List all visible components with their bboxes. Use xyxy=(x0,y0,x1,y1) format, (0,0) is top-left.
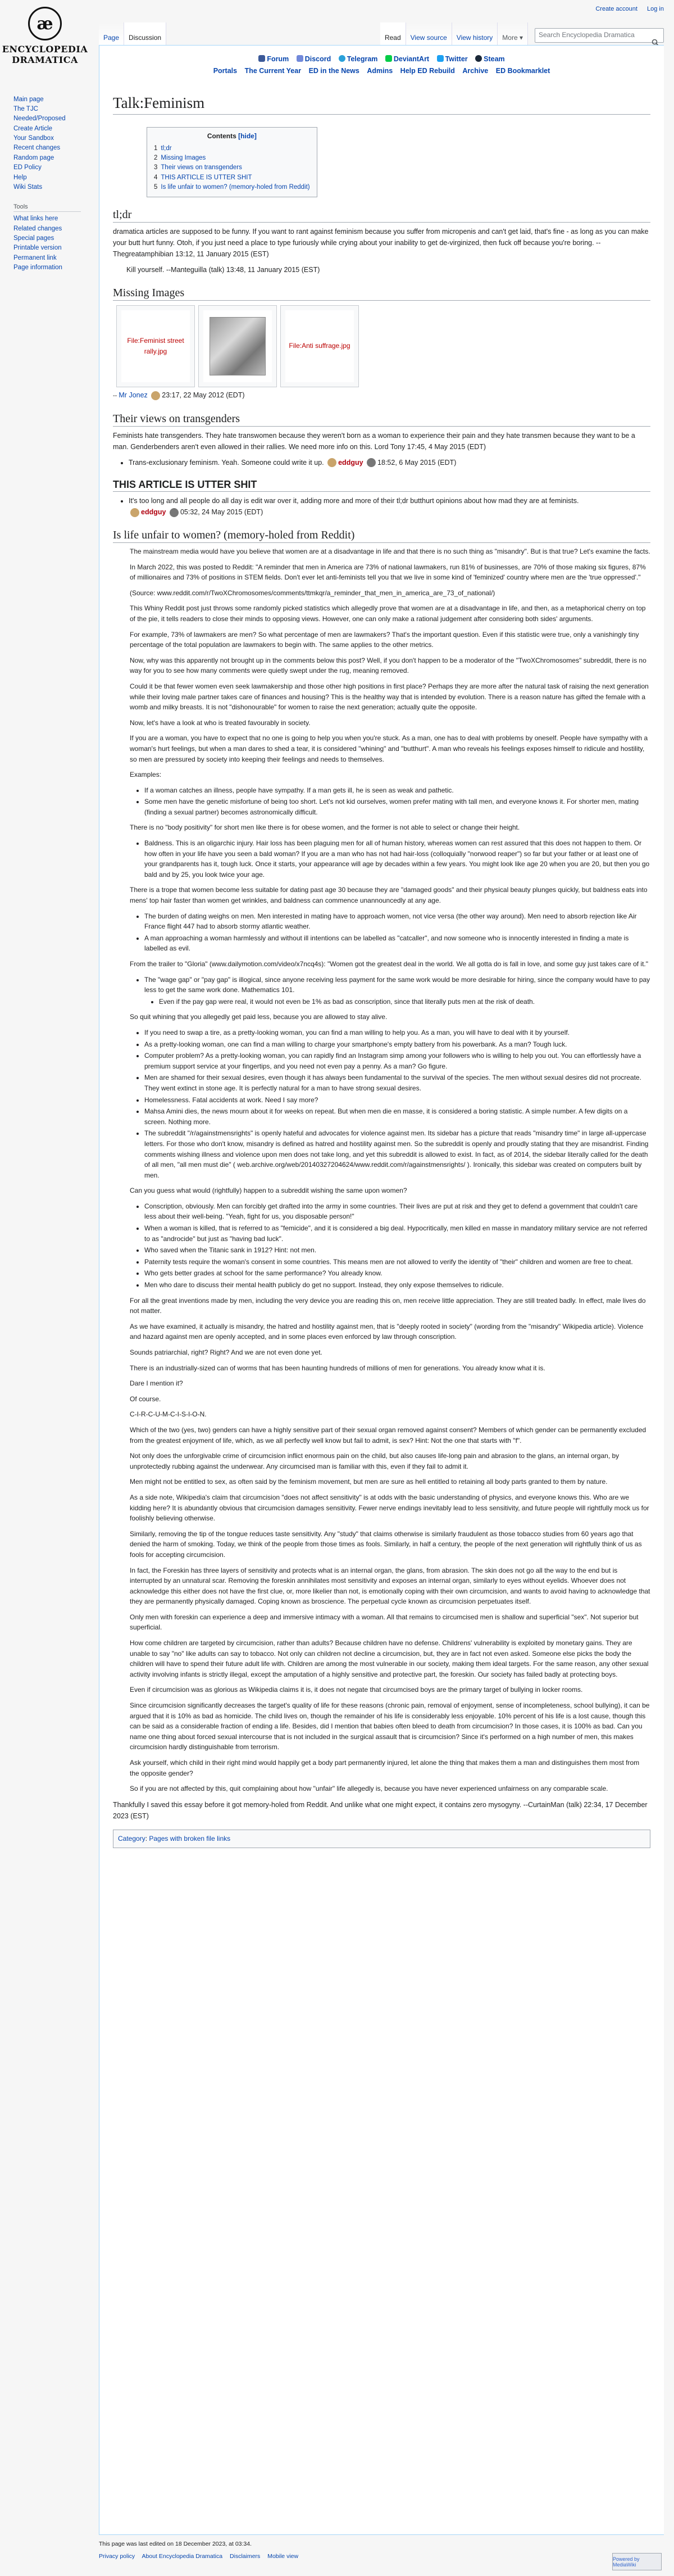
sidebar-item-random-page[interactable]: Random page xyxy=(13,154,54,161)
essay-paragraph: The mainstream media would have you believe that women are at a disadvantage in life and that there is no such thing as "misandry". But is that true? Let's examine the facts. xyxy=(130,547,650,556)
reply-text: Trans-exclusionary feminism. Yeah. Someone could write it up. xyxy=(129,458,324,467)
toc-number: 4 xyxy=(154,174,158,181)
list-item: • Conscription, obviously. Men can forcibly get drafted into the army in some countries. Their lives are put at risk and they get to defend a government that couldn't care less about their well-being. "Yeah, fight for us, you disposable person!" xyxy=(144,1201,650,1222)
essay-paragraph: So quit whining that you allegedly get paid less, because you are allowed to stay alive. xyxy=(130,1013,388,1021)
essay-paragraph: This Whiny Reddit post just throws some randomly picked statistics which allegedly prove that women are at a disadvantage in life, and then, as a metaphorical cherry on top of the pie, it tells readers to close their minds to opposing views. However, one can only make a rational judgement after considering both sides' arguments. xyxy=(130,604,646,623)
avatar xyxy=(327,458,336,467)
tldr-text: dramatica articles are supposed to be funny. If you want to rant against feminism because you suffer from micropenis and can't get laid, that's fine - as long as you can make your butt hurt funny. Otoh, if you just need a place to type furiously while crying about your inability to get de-virginized, then fuck off because you're boring. --Thegreatamphibian 13:12, 11 January 2015 (EST) xyxy=(113,228,649,259)
avatar xyxy=(151,391,160,400)
sidebar-item-main-page[interactable]: Main page xyxy=(13,96,44,103)
toplink-portals[interactable]: Portals xyxy=(213,67,238,75)
table-of-contents xyxy=(147,127,317,197)
closing-comment: Thankfully I saved this essay before it got memory-holed from Reddit. And unlike what one might expect, it contains zero mysogyny. --CurtainMan (talk) 22:34, 17 December 2023 (EST) xyxy=(113,1800,648,1820)
more-label: More xyxy=(502,34,518,42)
essay-paragraph: Now, let's have a look at who is treated favourably in society. xyxy=(130,718,311,727)
toplink-deviantart[interactable] xyxy=(385,55,429,63)
list-item: • If you need to swap a tire, as a pretty-looking woman, you can find a man willing to help you. As a man, you will have to deal with it by yourself. xyxy=(144,1027,650,1038)
logo-text-line1: ENCYCLOPEDIA xyxy=(2,44,88,55)
toplink-telegram[interactable] xyxy=(339,55,378,63)
toplink-discord[interactable] xyxy=(297,55,331,63)
toplink-label: Discord xyxy=(304,55,331,63)
main-content: Forum Discord Telegram DeviantArt Twitter Steam Portals The Current Year ED in the News Admins Help ED Rebuild Archive ED Bookmarklet Talk:Feminism Contents [hide] 1 tl;dr 2 Missing Images 3 Their views on transgenders 4 THIS ARTICLE IS UTTER SHIT 5 Is life unfair to women? (memory-holed from Reddit) tl;dr dramatica articles are supposed to be funny. If you want to rant against feminism because you suffer from micropenis and can't get laid, that's fine - as long as you can make your butt hurt funny. Otoh, if you just need a place to type furiously while crying about your inability to get de-virginized, then fuck off because you're boring. --Thegreatamphibian 13:12, 11 January 2015 (EST) Kill yourself. --Manteguilla (talk) 13:48, 11 January 2015 (EST) Missing Images File:Feminist street rally.jpg File:Anti suffrage.jpg -- Mr Jonez 23:17, 22 May 2012 (EDT) Their views on transgenders Feminists hate transgenders. They hate transwomen because they weren't born as a woman to experience their pain and they hate transmen because they want to be a man. Genderbenders aren't even allowed in their rallies. We need more info on this. Lord Tony 17:45, 4 May 2015 (EDT) • Trans-exclusionary feminism. Yeah. Someone could write it up. eddguy 18:52, 6 May 2015 (EDT) THIS ARTICLE IS UTTER SHIT • It's too long and all people do all day is edit war over it, adding more and more of their tl;dr butthurt opinions about how mad they are at feminists. eddguy 05:32, 24 May 2015 (EDT) Is life unfair to women? (memory-holed from Reddit) The mainstream media would have you believe that women are at a disadvantage in life and that there is no such thing as "misandry". But is that true? Let's examine the facts. In March 2022, this was posted to Reddit: "A reminder that men in America are 73% of national lawmakers, run 81% of businesses, are 70% of those making six figures, 87% of millionaires and 73% of positions in STEM fields. Don't ever let anti-feminists tell you that we live in some kind of 'feminized' country where men are the 'true oppressed'." (Source: www.reddit.com/r/TwoXChromosomes/comments/ttmkqr/a_reminder_that_men_in_america_are_73_of_national/) This Whiny Reddit post just throws some randomly picked statistics which allegedly prove that women are at a disadvantage in life, and then, as a metaphorical cherry on top of the pie, it tells readers to close their minds to opposing views. However, one can only make a rational judgement after considering both sides' arguments. For example, 73% of lawmakers are men? So what percentage of men are lawmakers? That's the important question. Even if this statistic were true, only a vanishingly tiny percentage of the total population are lawmakers to begin with. The same applies to the other metrics. Now, why was this apparently not brought up in the comments below this post? Well, if you don't happen to be a moderator of the "TwoXChromosomes" subreddit, there is no way for you to see how many comments were quietly swept under the rug, meaning removed. Could it be that fewer women even seek lawmakership and those other high positions in first place? Perhaps they are more after the natural task of raising the next generation while their loving male partner takes care of finances and housing? This is the healthy way that is intended by evolution. There is a reason nature has gifted the female with a womb and milky breasts. It is not "dishonourable" for women to raise the next generation; actually quite the opposite. Now, let's have a look at who is treated favourably in society. If you are a woman, you have to expect that no one is going to help you when you're stuck. As a man, one has to deal with problems by oneself. People have sympathy with a woman's hurt feelings, but when a man dares to shed a tear, it is considered "whining" and "butthurt". A man who reveals his feelings exposes himself to ridicule and hostility, so men are pressured by society into keeping their feelings and needs to themselves. Examples: • If a woman catches an illness, people have sympathy. If a man gets ill, he is seen as weak and pathetic. • Some men have the genetic misfortune of being too short. Let's not kid ourselves, women prefer mating with tall men, and everyone knows it. For shorter men, mating (finding a sexual partner) becomes astronomically difficult. There is no "body positivity" for short men like there is for obese women, and the former is not able to select or change their height. • Baldness. This is an oligarchic injury. Hair loss has been plaguing men for all of human history, whereas women can rest assured that this does not happen to them. Or how often in your life have you seen a bald woman? If you are a man who has not had hair-loss (colloquially "norwood reaper") so far but your father or at least one of your grandparents has it, tough luck. Once it starts, your appearance will age by decades within a few years. You might look like age 20 when you are 20, but then you go bald and by 25, you look twice your age. There is a trope that women become less suitable for dating past age 30 because they are "damaged goods" and their physical beauty plunges quickly, but baldness eats into mens' top hair faster than women get wrinkles, and baldness can commence unannouncedly at any age. • The burden of dating weighs on men. Men interested in mating have to approach women, not vice versa (the other way around). Men need to absorb rejection like Air France flight 447 had to absorb stormy atlantic weather. • A man approaching a woman harmlessly and without ill intentions can be labelled as "catcaller", and now someone who is innocently interested in finding a mate is labelled as evil. From the trailer to "Gloria" (www.dailymotion.com/video/x7ncq4s): "Women got the greatest deal in the world. We all gotta do is fall in love, and some guy just takes care of it." • The "wage gap" or "pay gap" is illogical, since anyone receiving less payment for the same work would be more desirable for hiring, since the company would have to pay less to get the same work done. Mathematics 101. • Even if the pay gap were real, it would not even be 1% as bad as conscription, since that literally puts men at the risk of death. So quit whining that you allegedly get paid less, because you are allowed to stay alive. • If you need to swap a tire, as a pretty-looking woman, you can find a man willing to help you. As a man, you will have to deal with it by yourself. • As a pretty-looking woman, one can find a man willing to charge your smartphone's empty battery from his powerbank. As a man? Tough luck. • Computer problem? As a pretty-looking woman, you can rapidly find an Instagram simp among your followers who is willing to help you out. You can effortlessly have a premium support service at your fingertips, and you need not even pay a penny. As a man? Go figure. • Men are shamed for their sexual desires, even though it has always been fundamental to the survival of the species. The men without sexual desires did not procreate. They went extinct in stone age. It is perfectly natural for a man to have strong sexual desires. • Homelessness. Fatal accidents at work. Need I say more? • Mahsa Amini dies, the news mourn about it for weeks on repeat. But when men die en masse, it is considered a boring statistic. A simple number. A few digits on a screen. Nothing more. • The subreddit "/r/againstmensrights" is openly hateful and advocates for violence against men. Its sidebar has a picture that reads "misandry time" in large all-uppercase letters. For those who don't know, misandry is defined as hatred and hostility against men. So the subreddit is openly and proudly stating that they are misandrist. Finding comments wishing illness and violence upon men does not take long, and yet this subreddit is allowed to exist. In fact, as of 2014, the sidebar literally called for the death of all men, "all men must die" ( web.archive.org/web/20140327204624/www.reddit.com/r/againstmensrights/ ). Ironically, this sidebar was created on computers built by men. Can you guess what would (rightfully) happen to a subreddit wishing the same upon women? • Conscription, obviously. Men can forcibly get drafted into the army in some countries. Their lives are put at risk and they get to defend a government that couldn't care less about their well-being. "Yeah, fight for us, you disposable person!" • When a woman is killed, that is referred to as "femicide", and it is considered a big deal. Hypocritically, men killed en masse in mandatory military service are not referred to as "androcide" but just as "having bad luck". • Who saved when the Titanic sank in 1912? Hint: not men. • Paternity tests require the woman's consent in some countries. This means men are not allowed to verify the identity of "their" children and women are free to cheat. • Who gets better grades at school for the same performance? You already know. • Men who dare to discuss their mental health publicly do get no support. Instead, they only expose themselves to ridicule. For all the great inventions made by men, including the very device you are reading this on, men receive little appreciation. They are still treated badly. In effect, male lives do not matter. As we have examined, it actually is misandry, the hatred and hostility against men, that is "deeply rooted in society" (wording from the "misandry" Wikipedia article). Violence and hazard against men are openly accepted, and in some places even enforced by law through conscription. Sounds patriarchial, right? Right? And we are not even done yet. There is an industrially-sized can of worms that has been haunting hundreds of millions of men for generations. You already know what it is. Dare I mention it? Of course. C-I-R-C-U-M-C-I-S-I-O-N. Which of the two (yes, two) genders can have a highly sensitive part of their sexual organ removed against consent? Members of which gender can be permanently excluded from the greatest enjoyment of life, which, as we all perfectly well know but fail to admit, is sex? Hint: Not the one that starts with "f". Not only does the unforgivable crime of circumcision inflict enormous pain on the child, but also causes life-long pain and abrasion to the glans, an internal organ, by unprotectedly rubbing against the underwear. Any circumcised man is familiar with this, even if they fail to admit it. Men might not be entitled to sex, as often said by the feminism movement, but men are sure as hell entitled to retaining all body parts granted to them by nature. As a side note, Wikipedia's claim that circumcision "does not affect sensitivity" is at odds with the basic understanding of physics, and everyone knows this. Who are we kidding here? It is abundantly obvious that circumcision damages sensitivity. Fewer nerve endings inevitably lead to less sensitivity, and future people will rightfully mock us for foolishly believing otherwise. Similarly, removing the tip of the tongue reduces taste sensitivity. Any "study" that claims otherwise is similarly fraudulent as those tobacco studies from 60 years ago that denied the harm of smoking. Today, we think of the people from those times as fools. Similarly, in half a century, the people of the next generation will rightfully think of us as fools for accepting circumcision. In fact, the Foreskin has three layers of sensitivity and protects what is an internal organ, the glans, from abrasion. The skin does not go all the way to the end but is interrupted by an unnatural scar. Removing the foreskin annihilates most sensitivity and exposes an internal organ, similarly to eyes without eyelids. Whoever does not acknowledge this either does not have the first clue, or, more likelier than not, is emotionally coping with their own circumcision, and wants to avoid having to acknowledge that they are permanently physically damaged. Coping known as broscience. The perpetual cycle known as circumcision perpetuates itself. Only men with foreskin can experience a deep and immersive intimacy with a woman. All that remains to circumcised men is shallow and superficial "sex". Not superior but superficial. How come children are targeted by circumcision, rather than adults? Because children have no defense. Childrens' vulnerability is exploited by monetary gains. They are unable to say "no" like adults can say to tobacco. Not only can children not decline a circumcision, but, they are in fact not even asked. Someone else picks the body the children will have to spend their future adult life with. Children are among the most vulnerable in our society, making them ideal targets. For the same reason, any other sexual activity involving infants is strictly illegal, except the amputation of a highly sensitive and protective part, the foreskin. Our society has failed badly at protecting boys. Even if circumcision was as glorious as Wikipedia claims it is, it does not negate that circumcised boys are the primary target of bullying in locker rooms. Since circumcision significantly decreases the target's quality of life for these reasons (chronic pain, removal of enjoyment, sense of incompleteness, school bullying), it can be argued that it is 10% as bad as homicide. The child lives on, though the remainder of his life is considerably less enjoyable. 10% percent of his life is a lost cause, though this can be said as a considerable fraction of ending a life. Besides, did I mention that babies often bleed to death from circumcision? In those cases, it is 100% as bad. Can you name one thing about forced sexual intercourse that is not included in the surgical assault that is circumcision? Since it's performed on a high number of men, this makes circumcision hardly distinguishable from terrorism. Ask yourself, which child in their right mind would happily get a body part permanently injured, let alone the thing that makes them a man and distinguishes them most from the opposite gender? So if you are not affected by this, quit complaining about how "unfair" life allegedly is, because you have never experienced unfairness on any comparable scale. Thankfully I saved this essay before it got memory-holed from Reddit. And unlike what one might expect, it contains zero mysogyny. --CurtainMan (talk) 22:34, 17 December 2023 (EST) Category: Pages with broken file links xyxy=(99,45,664,2535)
wage-list xyxy=(144,975,650,1007)
sidebar-item-page-info[interactable]: Page information xyxy=(13,264,62,271)
list-item xyxy=(129,495,650,518)
favour-list xyxy=(144,1027,650,1180)
steam-icon xyxy=(475,55,482,62)
essay-quote xyxy=(130,546,650,1794)
toplink-archive[interactable]: Archive xyxy=(462,67,489,75)
essay-paragraph: Of course. xyxy=(130,1395,161,1403)
list-item: • As a pretty-looking woman, one can find a man willing to charge your smartphone's empty battery from his powerbank. As a man? Tough luck. xyxy=(144,1039,650,1050)
sidebar-item-policy[interactable]: ED Policy xyxy=(13,164,42,171)
essay-paragraph: There is no "body positivity" for short men like there is for obese women, and the former is not able to select or change their height. xyxy=(130,823,520,832)
bullet-text: It's too long and all people do all day is edit war over it, adding more and more of their tl;dr butthurt opinions about how mad they are at feminists. xyxy=(129,497,579,505)
tab-read[interactable]: Read xyxy=(380,22,406,45)
logo-mark: æ xyxy=(28,7,62,40)
essay-paragraph: Ask yourself, which child in their right mind would happily get a body part permanently injured, let alone the thing that makes them a man and distinguishes them most from the opposite gender? xyxy=(130,1759,640,1777)
toc-title: Contents xyxy=(207,132,236,140)
list-item: • The burden of dating weighs on men. Men interested in mating have to approach women, not vice versa (the other way around). Men need to absorb rejection like Air France flight 447 had to absorb stormy atlantic weather. xyxy=(144,911,650,932)
essay-paragraph: As a side note, Wikipedia's claim that circumcision "does not affect sensitivity" is at odds with the basic understanding of physics, and everyone knows this. Who are we kidding here? It is abundantly obvious that circumcision damages sensitivity. Fewer nerve endings inevitably lead to less sensitivity, and future people will rightfully mock us for foolishly believing otherwise. xyxy=(130,1493,649,1523)
section-heading-utter-shit: THIS ARTICLE IS UTTER SHIT xyxy=(113,478,650,492)
conscription-list xyxy=(144,1201,650,1291)
signature-time: 05:32, 24 May 2015 (EDT) xyxy=(180,508,263,517)
essay-paragraph: Men might not be entitled to sex, as often said by the feminism movement, but men are sure as hell entitled to retaining all body parts granted to them by nature. xyxy=(130,1478,608,1486)
footer-link-mobile[interactable]: Mobile view xyxy=(267,2553,299,2560)
sidebar-item-wiki-stats[interactable]: Wiki Stats xyxy=(13,183,43,191)
essay-paragraph: Dare I mention it? xyxy=(130,1379,183,1388)
list-item: • Baldness. This is an oligarchic injury. Hair loss has been plaguing men for all of human history, whereas women can rest assured that this does not happen to them. Or how often in your life have you seen a bald woman? If you are a man who has not had hair-loss (colloquially "norwood reaper") so far but your father or at least one of your grandparents has it, tough luck. Once it starts, your appearance will age by decades within a few years. You might look like age 20 when you are 20, but then you go bald and by 25, you look twice your age. xyxy=(144,838,650,880)
avatar xyxy=(170,508,179,517)
category-links: Category: Pages with broken file links xyxy=(113,1830,650,1848)
signature-time: 23:17, 22 May 2012 (EDT) xyxy=(162,391,245,400)
create-account-link[interactable]: Create account xyxy=(595,6,637,12)
sidebar xyxy=(0,94,99,280)
site-logo[interactable] xyxy=(0,0,90,90)
essay-paragraph: Now, why was this apparently not brought up in the comments below this post? Well, if you don't happen to be a moderator of the "TwoXChromosomes" subreddit, there is no way for you to see how many comments were quietly swept under the rug, meaning removed. xyxy=(130,656,646,675)
deviantart-icon xyxy=(385,55,392,62)
toc-number: 5 xyxy=(154,183,158,191)
sidebar-item-help[interactable]: Help xyxy=(13,174,27,181)
section-heading-missing-images: Missing Images xyxy=(113,286,650,301)
list-item: • Computer problem? As a pretty-looking woman, you can rapidly find an Instagram simp among your followers who is willing to help you out. You can effortlessly have a premium support service at your fingertips, and you need not even pay a penny. As a man? Go figure. xyxy=(144,1051,650,1071)
essay-paragraph: There is a trope that women become less suitable for dating past age 30 because they are "damaged goods" and their physical beauty plunges quickly, but baldness eats into mens' top hair faster than women get wrinkles, and baldness can commence unannouncedly at any age. xyxy=(130,886,648,905)
list-item: • Men who dare to discuss their mental health publicly do get no support. Instead, they only expose themselves to ridicule. xyxy=(144,1280,650,1291)
sidebar-item-sandbox[interactable]: Your Sandbox xyxy=(13,135,54,142)
logo-text-line2: DRAMATICA xyxy=(12,55,78,65)
list-item: • Who saved when the Titanic sank in 1912? Hint: not men. xyxy=(144,1245,650,1256)
search-input[interactable]: Search Encyclopedia Dramatica xyxy=(535,28,664,43)
tab-view-history[interactable]: View history xyxy=(452,22,498,45)
list-item: • Paternity tests require the woman's consent in some countries. This means men are not allowed to verify the identity of "their" children and women are free to cheat. xyxy=(144,1257,650,1267)
toc-number: 2 xyxy=(154,155,158,162)
list-item: • Who gets better grades at school for the same performance? You already know. xyxy=(144,1268,650,1279)
broken-file-link[interactable]: File:Anti suffrage.jpg xyxy=(285,310,354,382)
essay-paragraph: As we have examined, it actually is misandry, the hatred and hostility against men, that is "deeply rooted in society" (wording from the "misandry" Wikipedia article). Violence and hazard against men are openly accepted, and in some places even enforced by law through conscription. xyxy=(130,1322,644,1341)
essay-paragraph: For example, 73% of lawmakers are men? So what percentage of men are lawmakers? That's the important question. Even if this statistic were true, only a vanishingly tiny percentage of the total population are lawmakers to begin with. The same applies to the other metrics. xyxy=(130,630,639,649)
toc-number: 1 xyxy=(154,144,158,152)
tab-discussion[interactable]: Discussion xyxy=(124,22,166,45)
telegram-icon xyxy=(339,55,345,62)
toplink-label: Forum xyxy=(267,55,289,63)
list-item: • Men are shamed for their sexual desires, even though it has always been fundamental to the survival of the species. The men without sexual desires did not procreate. They went extinct in stone age. It is perfectly natural for a man to have strong sexual desires. xyxy=(144,1072,650,1093)
section-heading-tldr: tl;dr xyxy=(113,207,650,223)
essay-paragraph: In fact, the Foreskin has three layers of sensitivity and protects what is an internal organ, the glans, from abrasion. The skin does not go all the way to the end but is interrupted by an unnatural scar. Removing the foreskin annihilates most sensitivity and exposes an internal organ, similarly to eyes without eyelids. Whoever does not acknowledge this either does not have the first clue, or, more likelier than not, is emotionally coping with their own circumcision, and wants to avoid having to acknowledge that they are permanently physically damaged. Coping known as broscience. The perpetual cycle known as circumcision perpetuates itself. xyxy=(130,1566,650,1606)
avatar xyxy=(367,458,376,467)
sidebar-item-needed[interactable]: Needed/Proposed xyxy=(13,115,66,123)
signature-user[interactable]: Mr Jonez xyxy=(119,391,148,400)
sidebar-item-recent-changes[interactable]: Recent changes xyxy=(13,144,61,152)
toplink-twitter[interactable] xyxy=(437,55,468,63)
essay-paragraph: Even if circumcision was as glorious as Wikipedia claims it is, it does not negate that circumcised boys are the primary target of bullying in locker rooms. xyxy=(130,1686,583,1694)
gallery-photo[interactable] xyxy=(210,317,266,375)
footer-last-edited: This page was last edited on 18 December 2023, at 03:34. xyxy=(99,2541,252,2547)
view-tabs xyxy=(380,22,664,45)
forum-icon xyxy=(258,55,265,62)
list-item xyxy=(129,457,650,468)
discord-icon xyxy=(297,55,303,62)
category-label[interactable]: Category xyxy=(118,1834,145,1842)
essay-paragraph: Can you guess what would (rightfully) happen to a subreddit wishing the same upon women? xyxy=(130,1187,407,1195)
signature-user[interactable]: eddguy xyxy=(338,458,363,467)
essay-paragraph: From the trailer to "Gloria" (www.dailymotion.com/video/x7ncq4s): "Women got the greatest deal in the world. We all gotta do is fall in love, and some guy just takes care of it." xyxy=(130,960,649,968)
tab-view-source[interactable]: View source xyxy=(406,22,452,45)
essay-paragraph: Not only does the unforgivable crime of circumcision inflict enormous pain on the child, but also causes life-long pain and abrasion to the glans, an internal organ, by unprotectedly rubbing against the underwear. Any circumcised man is familiar with this, even if they fail to admit it. xyxy=(130,1452,620,1470)
sidebar-tools-title: Tools xyxy=(13,203,81,212)
gallery-item[interactable] xyxy=(116,305,195,387)
toplink-label: DeviantArt xyxy=(393,55,430,63)
list-item: • Even if the pay gap were real, it would not even be 1% as bad as conscription, since that literally puts men at the risk of death. xyxy=(159,997,650,1007)
section-heading-transgenders: Their views on transgenders xyxy=(113,411,650,427)
list-item-text: The "wage gap" or "pay gap" is illogical, since anyone receiving less payment for the same work would be more desirable for hiring, since the company would have to pay less to get the same work done. Mathematics 101. xyxy=(144,975,650,994)
essay-paragraph: Only men with foreskin can experience a deep and immersive intimacy with a woman. All that remains to circumcised men is shallow and superficial "sex". Not superior but superficial. xyxy=(130,1613,639,1632)
essay-paragraph: How come children are targeted by circumcision, rather than adults? Because children have no defense. Childrens' vulnerability is exploited by monetary gains. They are unable to say "no" like adults can say to tobacco. Not only can children not decline a circumcision, but, they are in fact not even asked. Someone else picks the body the children will have to spend their future adult life with. Children are among the most vulnerable in our society, making them ideal targets. For the same reason, any other sexual activity involving infants is strictly illegal, except the amputation of a highly sensitive and protective part, the foreskin. Our society has failed badly at protecting boys. xyxy=(130,1639,649,1678)
page-title: Talk:Feminism xyxy=(113,93,650,115)
list-item: • If a woman catches an illness, people have sympathy. If a man gets ill, he is seen as weak and pathetic. xyxy=(144,785,650,796)
footer-link-privacy[interactable]: Privacy policy xyxy=(99,2553,135,2560)
section-heading-life-unfair: Is life unfair to women? (memory-holed from Reddit) xyxy=(113,528,650,543)
sidebar-tools xyxy=(13,203,99,280)
toplink-admins[interactable]: Admins xyxy=(367,67,393,75)
essay-paragraph: C-I-R-C-U-M-C-I-S-I-O-N. xyxy=(130,1410,207,1419)
essay-paragraph: So if you are not affected by this, quit complaining about how "unfair" life allegedly is, because you have never experienced unfairness on any comparable scale. xyxy=(130,1785,608,1793)
list-item: • A man approaching a woman harmlessly and without ill intentions can be labelled as "catcaller", and now someone who is innocently interested in finding a mate is labelled as evil. xyxy=(144,933,650,954)
toplink-current-year[interactable]: The Current Year xyxy=(244,67,302,75)
toplink-help-rebuild[interactable]: Help ED Rebuild xyxy=(400,67,455,75)
essay-paragraph: Examples: xyxy=(130,771,162,779)
list-item: • When a woman is killed, that is referred to as "femicide", and it is considered a big deal. Hypocritically, men killed en masse in mandatory military service are not referred to as "androcide" but just as "having bad luck". xyxy=(144,1223,650,1244)
toplink-label: Telegram xyxy=(347,55,378,63)
broken-file-link[interactable]: File:Feminist street rally.jpg xyxy=(121,310,190,382)
login-link[interactable]: Log in xyxy=(647,6,664,12)
essay-paragraph: If you are a woman, you have to expect that no one is going to help you when you're stuck. As a man, one has to deal with problems by oneself. People have sympathy with a woman's hurt feelings, but when a man dares to shed a tear, it is considered "whining" and "butthurt". A man who reveals his feelings exposes himself to ridicule and hostility, so men are pressured by society into keeping their feelings and needs to themselves. xyxy=(130,734,648,763)
essay-paragraph: Which of the two (yes, two) genders can have a highly sensitive part of their sexual organ removed against consent? Members of which gender can be permanently excluded from the greatest enjoyment of life, which, as we all perfectly well know but fail to admit, is sex? Hint: Not the one that starts with "f". xyxy=(130,1425,646,1445)
list-item: • The subreddit "/r/againstmensrights" is openly hateful and advocates for violence against men. Its sidebar has a picture that reads "misandry time" in large all-uppercase letters. For those who don't know, misandry is defined as hatred and hostility against men. So the subreddit is openly and proudly stating that they are misandrist. Finding comments wishing illness and violence upon men does not take long, and yet this subreddit is allowed to exist. In fact, as of 2014, the sidebar literally called for the death of all men, "all men must die" ( web.archive.org/web/20140327204624/www.reddit.com/r/againstmensrights/ ). Ironically, this sidebar was created on computers built by men. xyxy=(144,1128,650,1180)
category-item[interactable]: Pages with broken file links xyxy=(149,1834,231,1842)
toplink-label: Steam xyxy=(484,55,505,63)
essay-paragraph: In March 2022, this was posted to Reddit: "A reminder that men in America are 73% of national lawmakers, run 81% of businesses, are 70% of those making six figures, 87% of millionaires and 73% of positions in STEM fields. Don't ever let anti-feminists tell you that we live in some kind of 'feminized' country where men are the 'true oppressed'." xyxy=(130,563,646,582)
burden-list xyxy=(144,911,650,954)
sidebar-item-permanent-link[interactable]: Permanent link xyxy=(13,254,57,261)
trans-replies xyxy=(129,457,650,468)
sidebar-navigation xyxy=(13,94,99,200)
tldr-reply: Kill yourself. --Manteguilla (talk) 13:48, 11 January 2015 (EST) xyxy=(126,266,320,274)
twitter-icon xyxy=(437,55,444,62)
namespace-tabs xyxy=(99,22,166,45)
examples-list xyxy=(144,785,650,818)
personal-tools xyxy=(588,6,664,12)
sidebar-item-what-links-here[interactable]: What links here xyxy=(13,215,58,223)
toc-item-utter-shit[interactable]: THIS ARTICLE IS UTTER SHIT xyxy=(161,174,252,181)
toplink-forum[interactable] xyxy=(258,55,289,63)
essay-paragraph: Could it be that fewer women even seek lawmakership and those other high positions in first place? Perhaps they are more after the natural task of raising the next generation while their loving male partner takes care of finances and housing? This is the healthy way that is intended by evolution. There is a reason nature has gifted the female with a womb and milky breasts. It is not "dishonourable" for women to raise the next generation; actually quite the opposite. xyxy=(130,682,649,712)
trans-text: Feminists hate transgenders. They hate transwomen because they weren't born as a woman to experience their pain and they hate transmen because they want to be a man. Genderbenders aren't even allowed in their rallies. We need more info on this. Lord Tony 17:45, 4 May 2015 (EDT) xyxy=(113,431,635,451)
essay-paragraph: For all the great inventions made by men, including the very device you are reading this on, men receive little appreciation. They are still treated badly. In effect, male lives do not matter. xyxy=(130,1296,646,1315)
toc-number: 3 xyxy=(154,164,158,171)
top-links xyxy=(113,53,650,78)
signature-user[interactable]: eddguy xyxy=(141,508,166,517)
toplink-label: Twitter xyxy=(445,55,468,63)
toc-item-transgenders[interactable]: Their views on transgenders xyxy=(161,164,242,171)
toplink-bookmarklet[interactable]: ED Bookmarklet xyxy=(495,67,550,75)
toplink-steam[interactable] xyxy=(475,55,505,63)
gallery-item[interactable] xyxy=(198,305,277,387)
signature-time: 18:52, 6 May 2015 (EDT) xyxy=(377,458,457,467)
footer-link-about[interactable]: About Encyclopedia Dramatica xyxy=(142,2553,223,2560)
chevron-down-icon: ▾ xyxy=(519,34,523,42)
essay-paragraph: Since circumcision significantly decreases the target's quality of life for these reasons (chronic pain, removal of enjoyment, sense of incompleteness, school bullying), it can be argued that it is 10% as bad as homicide. The child lives on, though the remainder of his life is considerably less enjoyable. 10% percent of his life is a lost cause, though this can be said as a considerable fraction of ending a life. Besides, did I mention that babies often bleed to death from circumcision? In those cases, it is 100% as bad. Can you name one thing about forced sexual intercourse that is not included in the surgical assault that is circumcision? Since it's performed on a high number of men, this makes circumcision hardly distinguishable from terrorism. xyxy=(130,1701,650,1751)
tab-page[interactable]: Page xyxy=(99,22,124,45)
toc-item-tldr[interactable]: tl;dr xyxy=(161,144,172,152)
list-item: • Homelessness. Fatal accidents at work. Need I say more? xyxy=(144,1095,650,1106)
essay-source: (Source: www.reddit.com/r/TwoXChromosomes/comments/ttmkqr/a_reminder_that_men_in_america_are_73_of_national/) xyxy=(130,588,495,597)
sidebar-item-create-article[interactable]: Create Article xyxy=(13,125,53,132)
utter-list xyxy=(129,495,650,518)
sidebar-item-tjc[interactable]: The TJC xyxy=(13,105,38,112)
gallery-item[interactable] xyxy=(280,305,359,387)
list-item: • Some men have the genetic misfortune of being too short. Let's not kid ourselves, women prefer mating with tall men, and everyone knows it. For shorter men, mating (finding a sexual partner) becomes astronomically difficult. xyxy=(144,796,650,817)
footer-link-disclaimers[interactable]: Disclaimers xyxy=(230,2553,261,2560)
sidebar-item-printable[interactable]: Printable version xyxy=(13,245,62,252)
list-item xyxy=(144,975,650,1007)
avatar xyxy=(130,508,139,517)
toc-item-missing-images[interactable]: Missing Images xyxy=(161,155,206,162)
toplink-ed-in-news[interactable]: ED in the News xyxy=(308,67,359,75)
baldness-list xyxy=(144,838,650,880)
essay-paragraph: Similarly, removing the tip of the tongue reduces taste sensitivity. Any "study" that claims otherwise is similarly fraudulent as those tobacco studies from 60 years ago that denied the harm of smoking. Today, we think of the people from those times as fools. Similarly, in half a century, the people of the next generation will rightfully think of us as fools for accepting circumcision. xyxy=(130,1529,642,1559)
essay-paragraph: Sounds patriarchial, right? Right? And we are not even done yet. xyxy=(130,1348,322,1357)
sidebar-item-related-changes[interactable]: Related changes xyxy=(13,225,62,232)
more-menu[interactable] xyxy=(498,22,528,45)
toc-hide-toggle[interactable]: [hide] xyxy=(238,132,257,140)
essay-paragraph: There is an industrially-sized can of worms that has been haunting hundreds of millions of men for generations. You already know what it is. xyxy=(130,1364,545,1372)
sidebar-item-special-pages[interactable]: Special pages xyxy=(13,235,54,242)
image-gallery xyxy=(116,305,650,387)
powered-by-mediawiki-badge[interactable]: Powered by MediaWiki xyxy=(612,2553,662,2570)
list-item: • Mahsa Amini dies, the news mourn about it for weeks on repeat. But when men die en masse, it is considered a boring statistic. A simple number. A few digits on a screen. Nothing more. xyxy=(144,1106,650,1127)
footer xyxy=(99,2541,304,2560)
toc-item-life-unfair[interactable]: Is life unfair to women? (memory-holed from Reddit) xyxy=(161,183,310,191)
